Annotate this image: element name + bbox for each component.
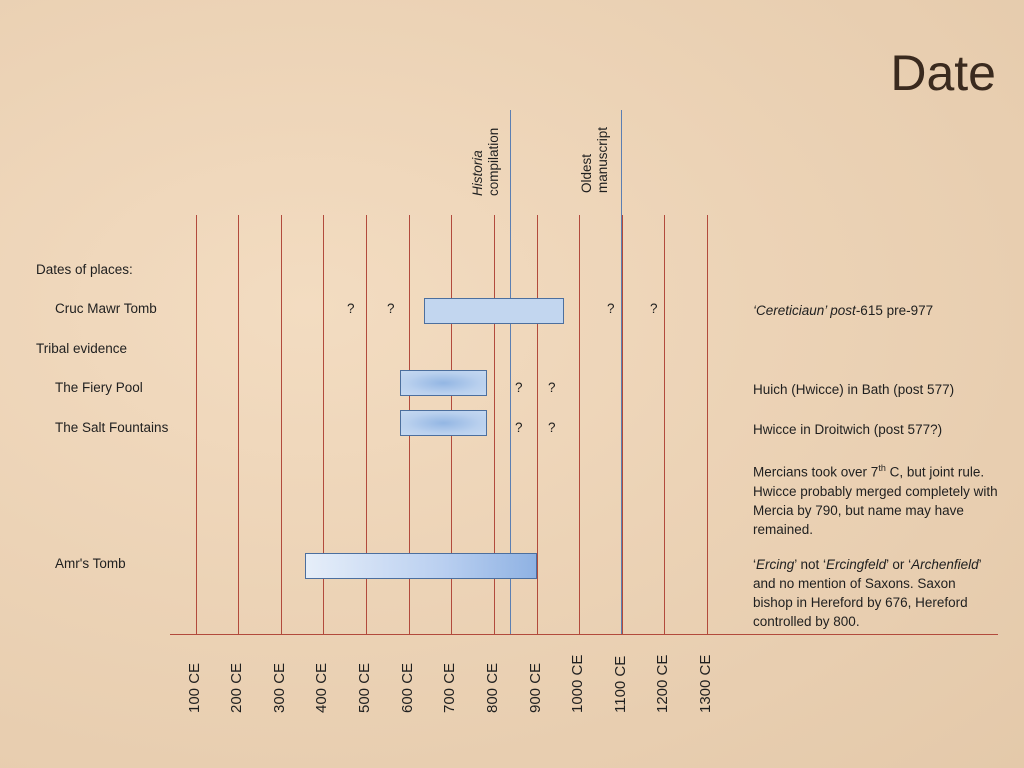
uncertainty-mark: ?: [387, 301, 395, 316]
note-text: ’ not ‘: [794, 557, 827, 572]
tick-label: 1000 CE: [569, 654, 586, 713]
tick-label: 400 CE: [313, 662, 330, 713]
note-fiery-pool: Huich (Hwicce) in Bath (post 577): [753, 382, 955, 397]
note-superscript: th: [878, 463, 886, 473]
oldest-word: Oldest: [579, 153, 594, 193]
tick-label: 800 CE: [484, 662, 501, 713]
grid-line-1100: [622, 215, 623, 635]
slide-title: Date: [890, 45, 996, 101]
timeline-axis: [170, 634, 998, 635]
uncertainty-mark: ?: [548, 420, 556, 435]
oldest-manuscript-label: [579, 127, 611, 193]
row-label-fiery-pool: The Fiery Pool: [55, 380, 143, 395]
note-italic: ‘Cereticiaun’ post: [753, 303, 856, 318]
grid-line-200: [238, 215, 239, 635]
grid-line-1300: [707, 215, 708, 635]
historia-word: Historia: [470, 150, 485, 196]
note-cruc-mawr: [753, 301, 1013, 320]
note-salt-fountains: [753, 420, 1013, 439]
grid-line-1000: [579, 215, 580, 635]
note-text: (post 577?): [873, 422, 943, 437]
row-label-cruc-mawr: Cruc Mawr Tomb: [55, 301, 157, 316]
tick-label: 700 CE: [441, 662, 458, 713]
oldest-manuscript-line: [621, 110, 622, 635]
grid-line-300: [281, 215, 282, 635]
grid-line-100: [196, 215, 197, 635]
dates-of-places-heading: Dates of places:: [36, 262, 133, 277]
grid-line-900: [537, 215, 538, 635]
row-label-salt-fountains: The Salt Fountains: [55, 420, 169, 435]
tick-label: 1100 CE: [612, 655, 629, 713]
tick-label: 500 CE: [356, 662, 373, 713]
tick-label: 300 CE: [271, 662, 288, 713]
tick-label: 900 CE: [527, 662, 544, 713]
note-mercians: [753, 459, 998, 539]
tick-label: 1300 CE: [697, 654, 714, 713]
note-text: ’ and no mention of Saxons. Saxon bishop in Hereford by 676, Hereford controlled by 800.: [753, 557, 982, 629]
tick-label: 1200 CE: [654, 654, 671, 713]
note-text: ‘: [753, 557, 756, 572]
uncertainty-mark: ?: [515, 420, 523, 435]
note-italic: Ercing: [756, 557, 795, 572]
uncertainty-mark: ?: [607, 301, 615, 316]
row-label-amrs-tomb: Amr's Tomb: [55, 556, 126, 571]
note-text: C, but joint rule. Hwicce probably merged completely with Mercia by 790, but name may have remained.: [753, 464, 998, 537]
bar-amrs-tomb: [305, 553, 537, 579]
note-text: -615 pre-977: [855, 303, 934, 318]
note-italic: Archenfield: [911, 557, 979, 572]
grid-line-1200: [664, 215, 665, 635]
note-text: ’ or ‘: [886, 557, 912, 572]
uncertainty-mark: ?: [650, 301, 658, 316]
uncertainty-mark: ?: [347, 301, 355, 316]
historia-compilation-label: [470, 128, 502, 196]
note-italic: Ercingfeld: [826, 557, 887, 572]
note-text: Hwicce in Droitwich: [753, 422, 871, 437]
tick-label: 200 CE: [228, 662, 245, 713]
note-amrs-tomb: [753, 555, 998, 631]
tribal-evidence-heading: Tribal evidence: [36, 341, 128, 356]
manuscript-word: manuscript: [595, 126, 610, 193]
tick-label: 100 CE: [186, 662, 203, 713]
compilation-word: compilation: [486, 127, 501, 196]
note-text: Mercians took over 7: [753, 464, 879, 480]
tick-label: 600 CE: [399, 662, 416, 713]
bar-salt-fountains: [400, 410, 487, 436]
bar-fiery-pool: [400, 370, 487, 396]
uncertainty-mark: ?: [548, 380, 556, 395]
uncertainty-mark: ?: [515, 380, 523, 395]
bar-cruc-mawr: [424, 298, 564, 324]
